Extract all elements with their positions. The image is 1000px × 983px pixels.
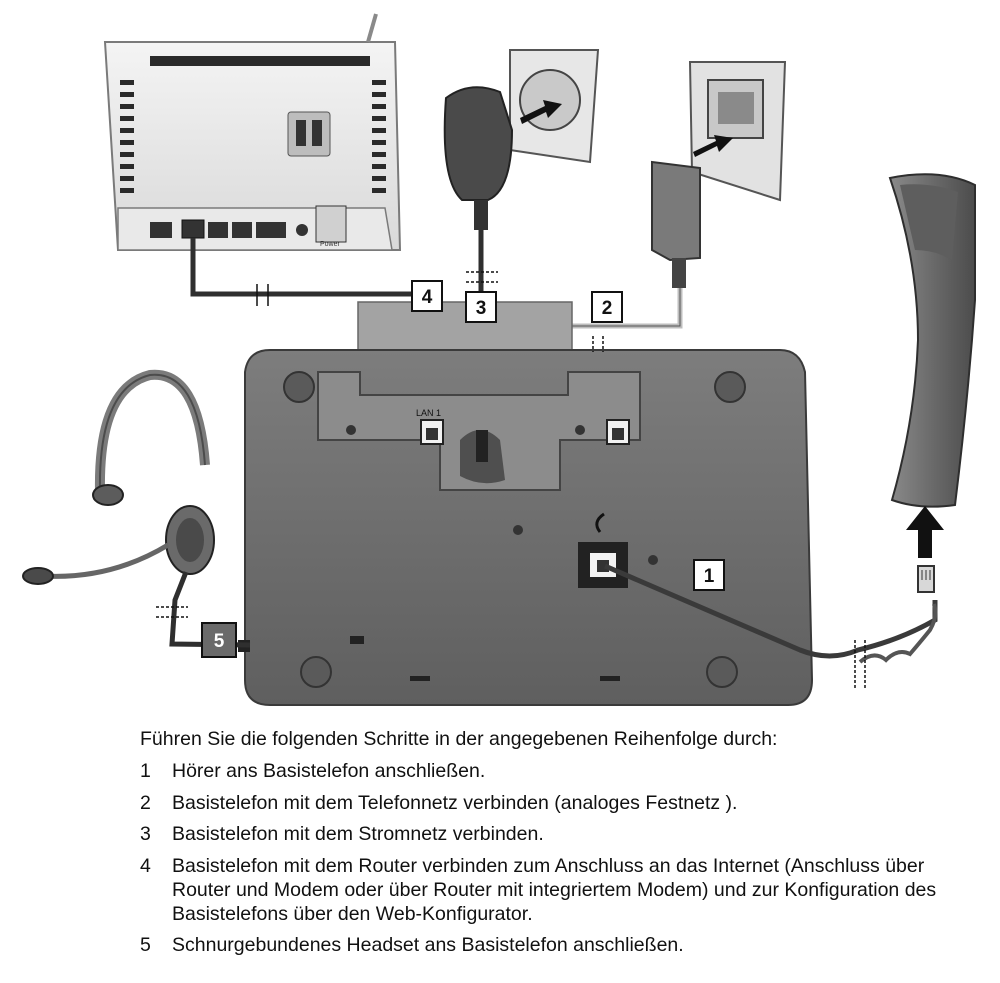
step-1-number: 1	[140, 759, 151, 782]
callout-2-label: 2	[601, 298, 613, 319]
step-5	[140, 934, 980, 958]
coiled-cord	[860, 604, 935, 662]
headset	[23, 375, 214, 584]
base-station	[238, 302, 812, 705]
step-2	[140, 792, 980, 816]
tae-plug	[652, 162, 700, 288]
router	[105, 14, 400, 250]
step-2-text: Basistelefon mit dem Telefonnetz verbinden (analoges Festnetz ).	[172, 791, 738, 814]
callout-1-label: 1	[703, 566, 715, 587]
handset-arrow	[906, 506, 944, 558]
step-3-number: 3	[140, 823, 151, 846]
phone-wall-socket	[690, 62, 785, 200]
callout-5	[202, 623, 236, 657]
instruction-steps	[140, 760, 980, 958]
handset	[890, 174, 975, 506]
step-4-text: Basistelefon mit dem Router verbinden zum Anschluss an das Internet (Anschluss über Router und Modem oder über Router mit integriertem Modem) und zur Konfiguration des Basistelefons über den Web-Konfigurator.	[172, 855, 937, 925]
step-1-text: Hörer ans Basistelefon anschließen.	[172, 759, 486, 782]
callout-5-label: 5	[213, 631, 225, 652]
router-power-label: Power	[320, 241, 340, 248]
callout-3-label: 3	[475, 298, 487, 319]
callout-3	[466, 292, 496, 322]
step-3	[140, 823, 980, 847]
step-5-number: 5	[140, 934, 151, 957]
instructions-intro: Führen Sie die folgenden Schritte in der angegebenen Reihenfolge durch:	[140, 728, 778, 750]
step-4	[140, 855, 980, 926]
step-5-text: Schnurgebundenes Headset ans Basistelefon anschließen.	[172, 934, 684, 957]
callout-4	[412, 281, 442, 311]
router-vent-top	[150, 56, 370, 66]
callout-4-label: 4	[421, 287, 433, 308]
callout-2	[592, 292, 622, 322]
lan-port-label: LAN 1	[416, 408, 442, 418]
router-antenna	[368, 14, 376, 42]
router-usb-panel	[288, 112, 330, 156]
handset-plug	[918, 566, 934, 592]
step-3-text: Basistelefon mit dem Stromnetz verbinden.	[172, 823, 544, 846]
power-port	[476, 430, 488, 462]
step-1	[140, 760, 980, 784]
power-adapter	[445, 87, 512, 230]
instructions	[140, 728, 980, 966]
callout-1	[694, 560, 724, 590]
step-2-number: 2	[140, 791, 151, 814]
step-4-number: 4	[140, 855, 151, 878]
